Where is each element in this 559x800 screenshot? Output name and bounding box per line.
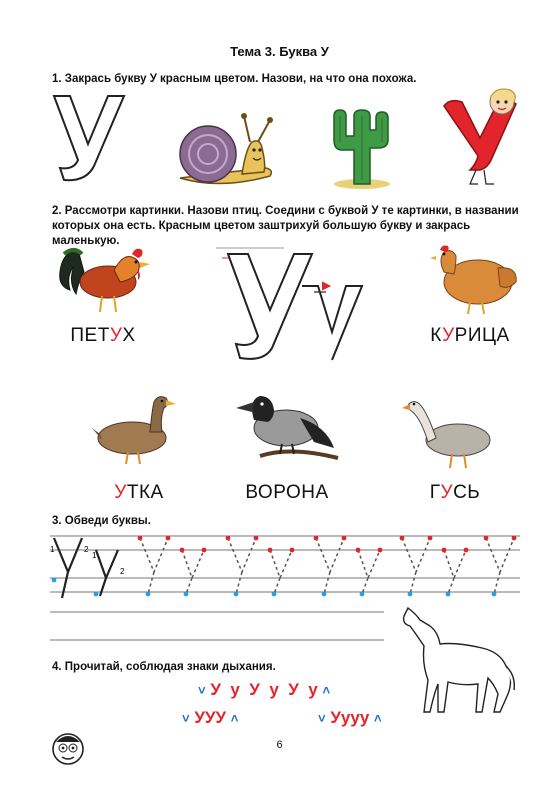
page-title: Тема 3. Буква У bbox=[230, 44, 329, 59]
task-1-text: 1. Закрась букву У красным цветом. Назови, на что она похожа. bbox=[52, 73, 417, 85]
writing-lines[interactable] bbox=[50, 606, 390, 646]
stroke-number: 2 bbox=[84, 545, 89, 554]
reading-word: УУУ bbox=[194, 708, 227, 727]
red-letter-character-icon bbox=[440, 84, 522, 190]
reading-syllable: У bbox=[249, 680, 260, 699]
breath-out-mark: ˄ bbox=[322, 683, 331, 698]
reading-syllable: У bbox=[210, 680, 221, 699]
task-3-text: 3. Обведи буквы. bbox=[52, 515, 151, 527]
big-letter-u-outline[interactable] bbox=[214, 238, 370, 362]
reading-row-2a bbox=[182, 708, 238, 728]
tracing-area[interactable] bbox=[50, 528, 520, 604]
word-utka: УТКА bbox=[114, 482, 164, 503]
page-number: 6 bbox=[276, 739, 283, 751]
word-gus: ГУСЬ bbox=[429, 482, 481, 503]
reading-syllable: у bbox=[230, 680, 240, 699]
task-4-text: 4. Прочитай, соблюдая знаки дыхания. bbox=[52, 661, 276, 673]
reading-row-1 bbox=[198, 680, 388, 700]
stroke-number: 1 bbox=[92, 551, 97, 560]
wolf-icon bbox=[396, 604, 518, 716]
breath-in-mark: ˅ bbox=[198, 683, 206, 698]
word-petukh: ПЕТУХ bbox=[70, 325, 136, 346]
breath-out-mark: ˄ bbox=[230, 711, 239, 726]
word-vorona: ВОРОНА bbox=[245, 482, 329, 503]
word-kuritsa: КУРИЦА bbox=[430, 325, 510, 346]
snail-icon bbox=[170, 108, 280, 192]
reading-row-2b bbox=[318, 708, 382, 728]
goose-icon bbox=[402, 392, 494, 472]
duck-icon bbox=[92, 388, 178, 468]
hen-icon bbox=[430, 240, 520, 316]
stroke-number: 1 bbox=[50, 545, 55, 554]
reading-syllable: у bbox=[308, 680, 318, 699]
reading-syllable: у bbox=[269, 680, 279, 699]
task-2-text: 2. Рассмотри картинки. Назови птиц. Соедини с буквой У те картинки, в названии которых она есть. Красным цветом заштрихуй большую букву и закрась маленькую. bbox=[52, 205, 519, 247]
breath-in-mark: ˅ bbox=[318, 711, 326, 726]
outline-letter-u[interactable] bbox=[50, 92, 136, 184]
cactus-icon bbox=[330, 106, 392, 190]
breath-out-mark: ˄ bbox=[374, 711, 382, 726]
reading-syllable: У bbox=[288, 680, 299, 699]
stroke-number: 2 bbox=[120, 567, 125, 576]
crow-icon bbox=[230, 386, 342, 470]
breath-in-mark: ˅ bbox=[182, 711, 190, 726]
reading-word: Уууу bbox=[330, 708, 370, 727]
rooster-icon bbox=[54, 242, 154, 316]
